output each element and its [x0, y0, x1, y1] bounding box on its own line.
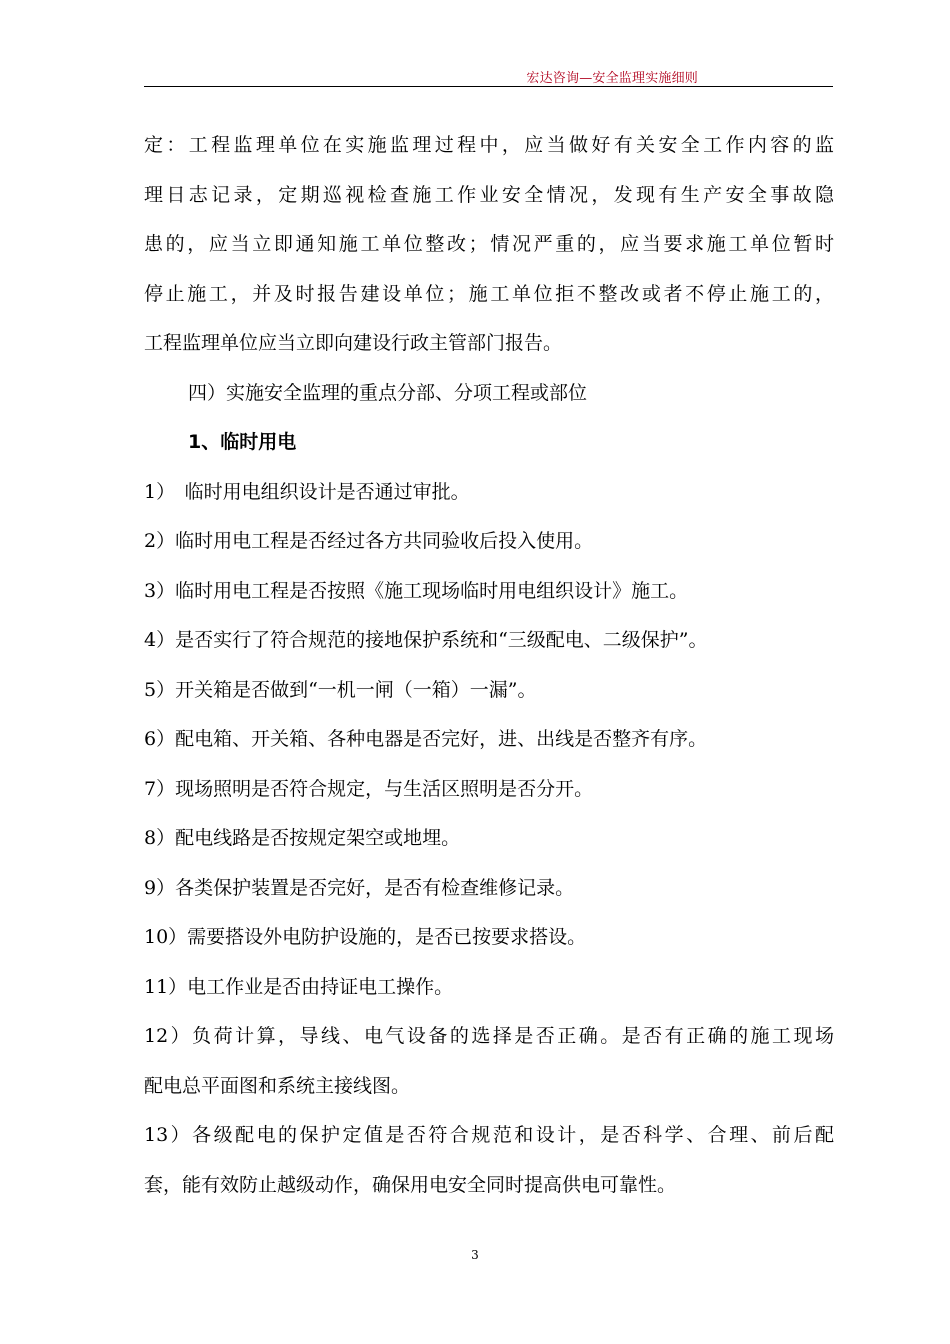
intro-line: 理日志记录，定期巡视检查施工作业安全情况，发现有生产安全事故隐 — [144, 183, 834, 206]
list-item-continuation: 套，能有效防止越级动作，确保用电安全同时提高供电可靠性。 — [144, 1173, 677, 1196]
list-item: 7）现场照明是否符合规定，与生活区照明是否分开。 — [144, 777, 594, 800]
list-item: 3）临时用电工程是否按照《施工现场临时用电组织设计》施工。 — [144, 579, 689, 602]
list-item: 8）配电线路是否按规定架空或地埋。 — [144, 827, 461, 849]
list-item: 2）临时用电工程是否经过各方共同验收后投入使用。 — [144, 530, 594, 552]
page-body — [144, 121, 834, 1210]
list-item: 4）是否实行了符合规范的接地保护系统和“三级配电、二级保护”。 — [144, 629, 708, 651]
list-item: 1） 临时用电组织设计是否通过审批。 — [144, 480, 470, 503]
header-rule — [144, 86, 833, 87]
intro-paragraph — [144, 121, 834, 369]
list-item: 11）电工作业是否由持证电工操作。 — [144, 975, 454, 998]
intro-line: 工程监理单位应当立即向建设行政主管部门报告。 — [144, 332, 563, 354]
intro-line: 患的，应当立即通知施工单位整改；情况严重的，应当要求施工单位暂时 — [144, 233, 834, 255]
list-item: 5）开关箱是否做到“一机一闸（一箱）一漏”。 — [144, 678, 537, 701]
list-item: 10）需要搭设外电防护设施的，是否已按要求搭设。 — [144, 926, 587, 948]
subsection-title: 1、临时用电 — [188, 431, 297, 453]
list-item: 12）负荷计算，导线、电气设备的选择是否正确。是否有正确的施工现场 — [144, 1025, 834, 1047]
list-item: 9）各类保护装置是否完好，是否有检查维修记录。 — [144, 876, 575, 899]
intro-line: 定：工程监理单位在实施监理过程中，应当做好有关安全工作内容的监 — [144, 134, 834, 156]
running-header: 宏达咨询—安全监理实施细则 — [526, 71, 698, 86]
page-number: 3 — [471, 1248, 479, 1262]
list-item: 13）各级配电的保护定值是否符合规范和设计，是否科学、合理、前后配 — [144, 1124, 834, 1146]
checklist — [144, 468, 834, 1211]
list-item: 6）配电箱、开关箱、各种电器是否完好，进、出线是否整齐有序。 — [144, 728, 708, 750]
intro-line: 停止施工，并及时报告建设单位；施工单位拒不整改或者不停止施工的， — [144, 282, 834, 305]
list-item-continuation: 配电总平面图和系统主接线图。 — [144, 1074, 411, 1097]
section-title: 四）实施安全监理的重点分部、分项工程或部位 — [188, 381, 588, 404]
